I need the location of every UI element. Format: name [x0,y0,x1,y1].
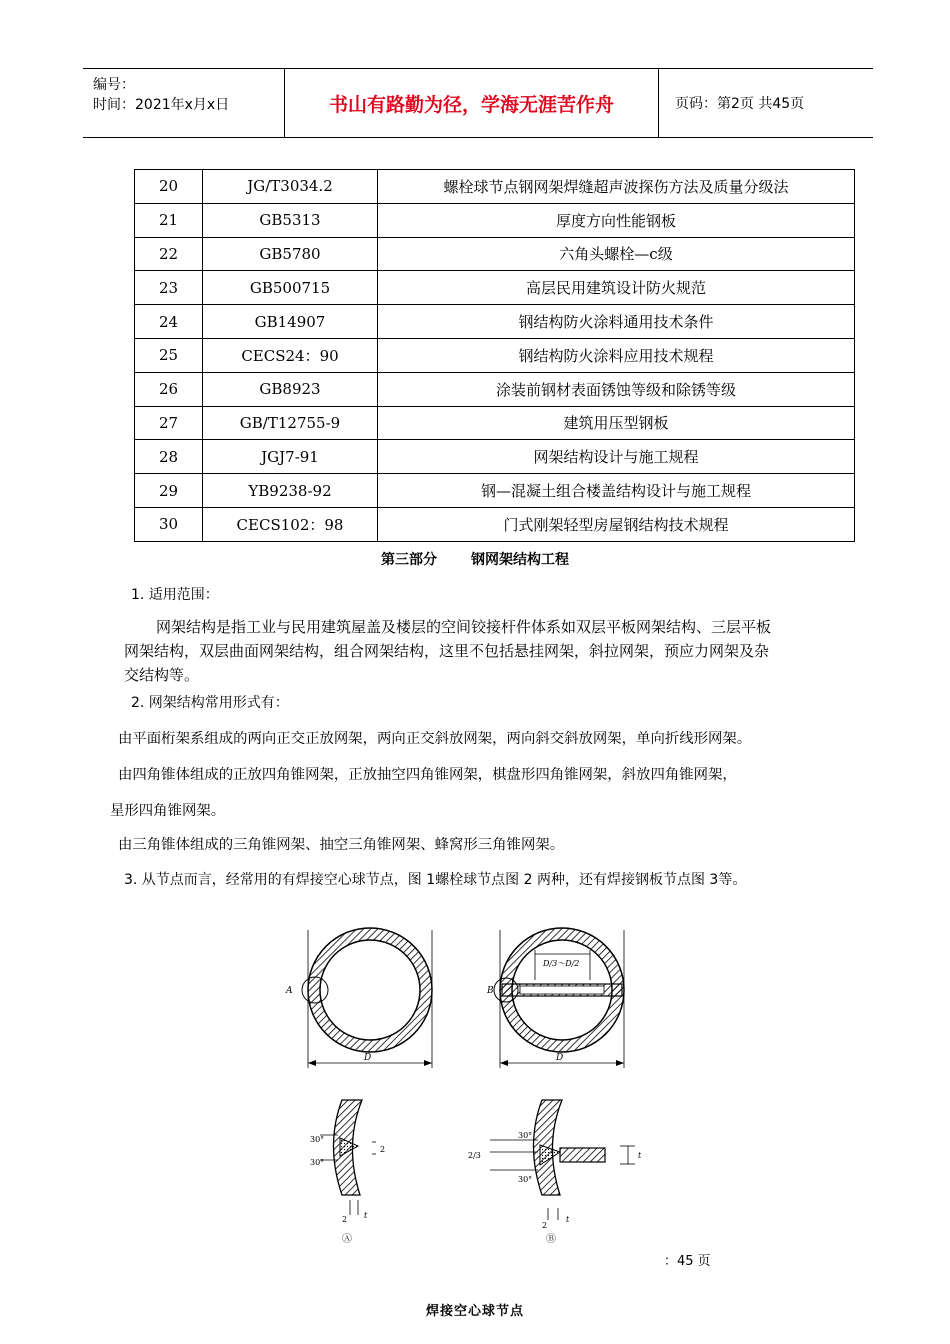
dim-b-23: 2/3 [468,1151,481,1160]
std-name: 建筑用压型钢板 [378,406,855,440]
std-no: 28 [135,440,203,474]
std-code: JG/T3034.2 [203,170,378,204]
section-heading [0,549,950,569]
detail-a-marker: Ⓐ [342,1234,352,1245]
std-code: CECS102：98 [203,507,378,541]
table-row [135,474,855,508]
angle-b1: 30° [518,1131,533,1140]
table-row [135,237,855,271]
std-no: 20 [135,170,203,204]
std-name: 厚度方向性能钢板 [378,203,855,237]
label-d-left: D [364,1053,372,1063]
dim-b-t: t [566,1215,570,1224]
label-d-right: D [556,1053,564,1063]
label-b: B [487,986,494,996]
section-part: 第三部分 [381,552,437,568]
std-code: GB500715 [203,271,378,305]
table-row [135,507,855,541]
angle-b2: 30° [518,1175,533,1184]
std-name: 高层民用建筑设计防火规范 [378,271,855,305]
section-title: 钢网架结构工程 [471,552,569,568]
std-name: 钢结构防火涂料通用技术条件 [378,305,855,339]
para-forms-square-line2: 星形四角锥网架。 [110,803,226,819]
sphere-b [494,928,624,1068]
table-row [135,170,855,204]
para-scope-line1: 网架结构是指工业与民用建筑屋盖及楼层的空间铰接杆件体系如双层平板网架结构、三层平板 [156,618,772,636]
label-ratio: D/3～D/2 [543,959,580,968]
label-a: A [286,986,293,996]
standards-table [134,169,855,542]
std-no: 27 [135,406,203,440]
page-stub: ：45 页 [664,1254,711,1269]
doc-time: 时间：2021年x月x日 [93,97,230,113]
std-code: GB5313 [203,203,378,237]
header-motto: 书山有路勤为径，学海无涯苦作舟 [284,69,659,137]
para-forms-plane: 由平面桁架系组成的两向正交正放网架，两向正交斜放网架，两向斜交斜放网架，单向折线形网架。 [118,731,752,747]
std-name: 六角头螺栓—c级 [378,237,855,271]
heading-scope: 1. 适用范围： [131,587,219,603]
dim-b-right: t [638,1151,642,1160]
std-no: 21 [135,203,203,237]
std-name: 涂装前钢材表面锈蚀等级和除锈等级 [378,372,855,406]
table-row [135,372,855,406]
std-no: 29 [135,474,203,508]
header-page-info [667,69,873,137]
figure-caption: 焊接空心球节点 [425,1304,524,1319]
table-row [135,271,855,305]
std-name: 钢结构防火涂料应用技术规程 [378,338,855,372]
std-code: GB5780 [203,237,378,271]
std-no: 22 [135,237,203,271]
para-scope-line3: 交结构等。 [124,666,200,684]
detail-b-marker: Ⓑ [546,1234,556,1245]
std-name: 门式刚架轻型房屋钢结构技术规程 [378,507,855,541]
std-name: 钢—混凝土组合楼盖结构设计与施工规程 [378,474,855,508]
dim-a-t: t [364,1211,368,1220]
dim-b-2: 2 [542,1221,548,1230]
std-code: JGJ7-91 [203,440,378,474]
angle-a1: 30° [310,1135,325,1144]
std-code: YB9238-92 [203,474,378,508]
detail-a [320,1100,376,1215]
table-row [135,406,855,440]
std-no: 26 [135,372,203,406]
doc-number: 编号： [93,77,135,93]
angle-a2: 30° [310,1158,325,1167]
sphere-a [302,928,432,1068]
table-row [135,440,855,474]
std-no: 30 [135,507,203,541]
heading-nodes: 3. 从节点而言，经常用的有焊接空心球节点，图 1螺栓球节点图 2 两种，还有焊接钢板节点图 3等。 [124,872,747,888]
std-no: 25 [135,338,203,372]
std-no: 23 [135,271,203,305]
std-name: 螺栓球节点钢网架焊缝超声波探伤方法及质量分级法 [378,170,855,204]
heading-forms: 2. 网架结构常用形式有： [131,695,289,711]
page-info-text: 页码：第2页 共45页 [675,96,805,112]
std-code: GB14907 [203,305,378,339]
std-name: 网架结构设计与施工规程 [378,440,855,474]
para-forms-triangle: 由三角锥体组成的三角锥网架、抽空三角锥网架、蜂窝形三角锥网架。 [118,837,565,853]
std-no: 24 [135,305,203,339]
para-forms-square-line1: 由四角锥体组成的正放四角锥网架，正放抽空四角锥网架，棋盘形四角锥网架，斜放四角锥网架， [118,767,737,783]
dim-a-2: 2 [380,1145,386,1154]
std-code: CECS24：90 [203,338,378,372]
std-code: GB8923 [203,372,378,406]
table-row [135,203,855,237]
para-scope-line2: 网架结构，双层曲面网架结构，组合网架结构，这里不包括悬挂网架，斜拉网架，预应力网架及杂 [124,642,770,660]
page-header [83,68,873,138]
hollow-sphere-node-figure [280,920,680,1250]
dim-a-2b: 2 [342,1215,348,1224]
header-meta [83,69,283,137]
detail-b [490,1100,635,1220]
std-code: GB/T12755-9 [203,406,378,440]
table-row [135,338,855,372]
table-row [135,305,855,339]
